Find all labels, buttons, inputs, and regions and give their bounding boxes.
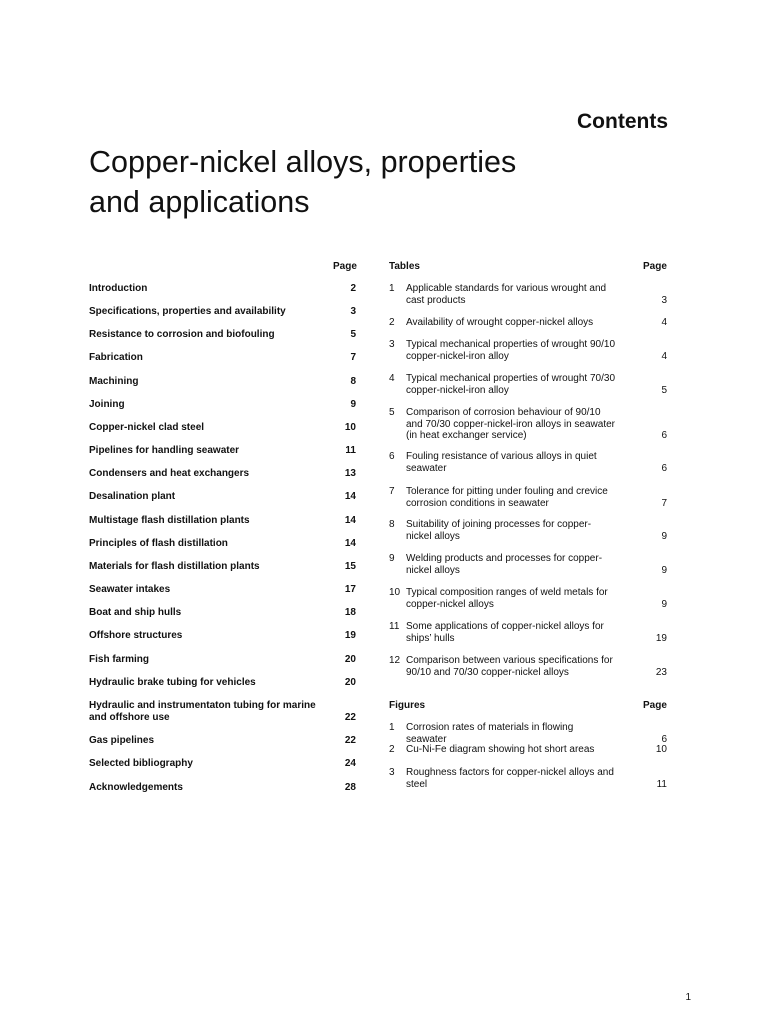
toc-entry-title: Pipelines for handling seawater (89, 445, 240, 456)
item-page: 3 (661, 294, 667, 306)
item-number: 5 (389, 407, 395, 418)
figures-page-header: Page (643, 700, 667, 711)
toc-entry-page: 2 (350, 283, 356, 294)
toc-entry[interactable] (89, 445, 356, 457)
item-page: 11 (656, 778, 667, 790)
figure-list-item[interactable] (389, 744, 667, 756)
toc-entry-page: 5 (350, 329, 356, 340)
toc-entry-title: Specifications, properties and availability (89, 306, 286, 317)
toc-entry[interactable] (89, 399, 356, 411)
toc-page-header: Page (333, 261, 357, 272)
toc-entry[interactable] (89, 607, 356, 619)
toc-entry-title: Offshore structures (89, 630, 183, 641)
item-number: 1 (389, 722, 395, 733)
item-page: 4 (661, 350, 667, 362)
item-number: 3 (389, 339, 395, 350)
table-list-item[interactable] (389, 407, 667, 442)
item-title: Comparison of corrosion behaviour of 90/10 and 70/30 copper-nickel-iron alloys in seawater (in heat exchanger service) (406, 407, 616, 441)
toc-entry-page: 24 (344, 758, 356, 769)
item-title: Typical mechanical properties of wrought 70/30 copper-nickel-iron alloy (406, 373, 616, 396)
toc-entry[interactable] (89, 538, 356, 550)
item-page: 6 (661, 462, 667, 474)
document-title (89, 142, 609, 222)
toc-entry-title: Acknowledgements (89, 782, 183, 793)
toc-entry-title: Materials for flash distillation plants (89, 561, 260, 572)
toc-entry[interactable] (89, 677, 356, 689)
item-title: Tolerance for pitting under fouling and crevice corrosion conditions in seawater (406, 486, 608, 509)
toc-entry-title: Machining (89, 376, 139, 387)
toc-entry[interactable] (89, 352, 356, 364)
figure-list-item[interactable] (389, 767, 667, 790)
table-list-item[interactable] (389, 451, 667, 474)
toc-entry[interactable] (89, 782, 356, 794)
item-number: 2 (389, 744, 395, 755)
toc-entry-page: 17 (344, 584, 356, 595)
toc-entry[interactable] (89, 329, 356, 341)
toc-entry[interactable] (89, 422, 356, 434)
item-number: 7 (389, 486, 395, 497)
tables-page-header: Page (643, 261, 667, 272)
page-number: 1 (685, 992, 691, 1003)
item-title: Suitability of joining processes for copper-nickel alloys (406, 519, 592, 542)
item-title: Some applications of copper-nickel alloys for ships’ hulls (406, 621, 604, 644)
table-list-item[interactable] (389, 655, 667, 678)
contents-heading: Contents (577, 110, 668, 133)
toc-entry-page: 11 (345, 445, 356, 456)
toc-entry-title: Resistance to corrosion and biofouling (89, 329, 275, 340)
toc-entry[interactable] (89, 654, 356, 666)
toc-entry-page: 22 (344, 712, 356, 723)
table-list-item[interactable] (389, 519, 667, 542)
item-number: 1 (389, 283, 395, 294)
toc-entry-title: Boat and ship hulls (89, 607, 182, 618)
item-title: Welding products and processes for copper-nickel alloys (406, 553, 603, 576)
toc-entry[interactable] (89, 758, 356, 770)
toc-entry-page: 14 (344, 515, 356, 526)
item-page: 5 (661, 384, 667, 396)
item-title: Corrosion rates of materials in flowing seawater (406, 722, 574, 745)
item-title: Applicable standards for various wrought and cast products (406, 283, 607, 306)
toc-entry[interactable] (89, 561, 356, 573)
toc-entry[interactable] (89, 376, 356, 388)
toc-entry[interactable] (89, 283, 356, 295)
toc-entry-page: 18 (344, 607, 356, 618)
toc-entry-title: Desalination plant (89, 491, 176, 502)
item-number: 8 (389, 519, 395, 530)
toc-entry-page: 7 (350, 352, 356, 363)
toc-entry-page: 22 (344, 735, 356, 746)
item-page: 19 (655, 632, 667, 644)
toc-entry-title: Joining (89, 399, 125, 410)
item-title: Cu-Ni-Fe diagram showing hot short areas (406, 744, 595, 755)
item-page: 4 (661, 317, 667, 328)
toc-entry-page: 14 (344, 538, 356, 549)
toc-entry-title: Condensers and heat exchangers (89, 468, 250, 479)
toc-entry-title: Hydraulic brake tubing for vehicles (89, 677, 256, 688)
toc-entry[interactable] (89, 735, 356, 747)
toc-entry-page: 14 (344, 491, 356, 502)
item-title: Roughness factors for copper-nickel alloys and steel (406, 767, 614, 790)
tables-heading: Tables (389, 261, 420, 272)
toc-entry-page: 28 (344, 782, 356, 793)
item-page: 6 (661, 430, 667, 441)
toc-entry-page: 10 (344, 422, 356, 433)
item-number: 9 (389, 553, 395, 564)
toc-entry-title: Principles of flash distillation (89, 538, 228, 549)
table-list-item[interactable] (389, 283, 667, 306)
item-number: 6 (389, 451, 395, 462)
toc-entry[interactable] (89, 468, 356, 480)
toc-entry-title: Hydraulic and instrumentaton tubing for marine and offshore use (89, 700, 316, 723)
toc-entry-title: Gas pipelines (89, 735, 155, 746)
item-number: 4 (389, 373, 395, 384)
toc-entry-page: 15 (344, 561, 356, 572)
item-title: Availability of wrought copper-nickel alloys (406, 317, 594, 328)
toc-entry-page: 20 (344, 677, 356, 688)
item-title: Typical composition ranges of weld metals for copper-nickel alloys (406, 587, 608, 610)
item-page: 10 (655, 744, 667, 755)
title-line-2: and applications (89, 185, 310, 219)
item-page: 9 (661, 564, 667, 576)
toc-entry[interactable] (89, 700, 356, 724)
item-title: Comparison between various specifications for 90/10 and 70/30 copper-nickel alloys (406, 655, 613, 678)
toc-entry-title: Copper-nickel clad steel (89, 422, 205, 433)
item-number: 11 (389, 621, 400, 632)
table-list-item[interactable] (389, 621, 667, 644)
toc-entry-page: 3 (350, 306, 356, 317)
item-number: 2 (389, 317, 395, 328)
item-page: 7 (661, 497, 667, 509)
item-title: Fouling resistance of various alloys in quiet seawater (406, 451, 597, 474)
table-list-item[interactable] (389, 317, 667, 329)
item-page: 6 (661, 733, 667, 745)
table-list-item[interactable] (389, 339, 667, 362)
item-title: Typical mechanical properties of wrought 90/10 copper-nickel-iron alloy (406, 339, 616, 362)
toc-entry-page: 20 (344, 654, 356, 665)
toc-entry-title: Seawater intakes (89, 584, 171, 595)
item-number: 10 (389, 587, 401, 598)
toc-entry-page: 19 (344, 630, 356, 641)
table-list-item[interactable] (389, 373, 667, 396)
toc-entry-title: Selected bibliography (89, 758, 193, 769)
toc-entry-page: 8 (350, 376, 356, 387)
toc-entry[interactable] (89, 584, 356, 596)
toc-entry[interactable] (89, 491, 356, 503)
table-list-item[interactable] (389, 587, 667, 610)
title-line-1: Copper-nickel alloys, properties (89, 145, 517, 179)
toc-entry[interactable] (89, 306, 356, 318)
item-page: 9 (661, 598, 667, 610)
toc-entry-title: Multistage flash distillation plants (89, 515, 250, 526)
item-page: 9 (661, 530, 667, 542)
table-list-item[interactable] (389, 486, 667, 509)
toc-entry[interactable] (89, 630, 356, 642)
toc-entry-page: 13 (344, 468, 356, 479)
toc-entry-title: Introduction (89, 283, 148, 294)
toc-entry-title: Fabrication (89, 352, 143, 363)
figures-heading: Figures (389, 700, 426, 711)
table-list-item[interactable] (389, 553, 667, 576)
toc-entry[interactable] (89, 515, 356, 527)
toc-entry-page: 9 (350, 399, 356, 410)
figure-list-item[interactable] (389, 722, 667, 745)
item-number: 12 (389, 655, 401, 666)
item-number: 3 (389, 767, 395, 778)
toc-entry-title: Fish farming (89, 654, 150, 665)
item-page: 23 (655, 666, 667, 678)
